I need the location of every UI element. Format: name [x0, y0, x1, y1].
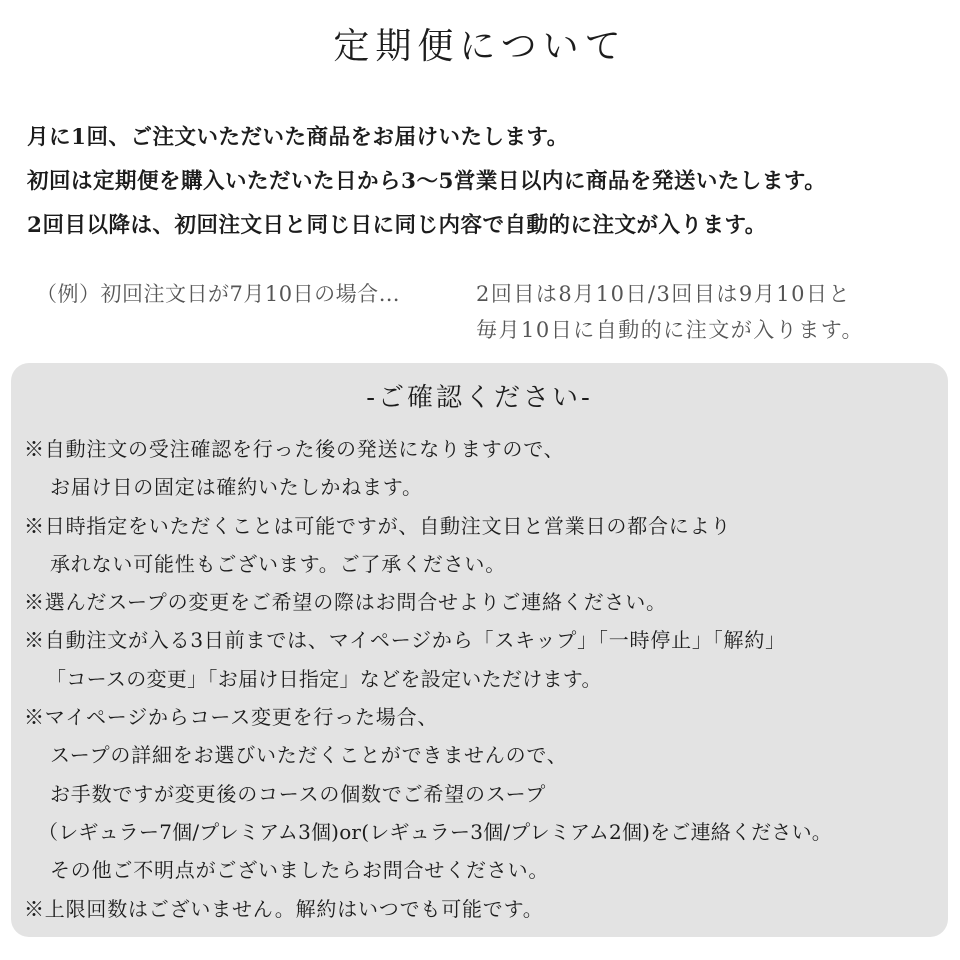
intro-line: 月に1回、ご注文いただいた商品をお届けいたします。	[27, 125, 569, 150]
notice-item-continuation: （レギュラー7個/プレミアム3個)or(レギュラー3個/プレミアム2個)をご連絡ください。	[38, 819, 832, 844]
example-text: 2回目は8月10日/3回目は9月10日と	[476, 282, 851, 306]
notice-item-continuation: 「コースの変更」「お届け日指定」などを設定いただけます。	[46, 666, 602, 691]
notice-item-continuation: その他ご不明点がございましたらお問合せください。	[50, 858, 550, 883]
notice-item: ※選んだスープの変更をご希望の際はお問合せよりご連絡ください。	[24, 590, 667, 615]
notice-item: ※上限回数はございません。解約はいつでも可能です。	[24, 896, 544, 921]
example-text: 毎月10日に自動的に注文が入ります。	[476, 318, 865, 342]
notice-item-continuation: スープの詳細をお選びいただくことができませんので、	[50, 743, 568, 768]
notice-item-continuation: お届け日の固定は確約いたしかねます。	[50, 475, 423, 500]
page-title: 定期便について	[333, 26, 627, 67]
intro-paragraph	[27, 116, 947, 248]
intro-line: 初回は定期便を購入いただいた日から3〜5営業日以内に商品を発送いたします。	[27, 169, 827, 194]
notice-item: ※自動注文が入る3日前までは、マイページから「スキップ」「一時停止」「解約」	[24, 628, 786, 653]
notice-heading: -ご確認ください-	[366, 383, 593, 413]
notice-item-continuation: お手数ですが変更後のコースの個数でご希望のスープ	[50, 781, 547, 806]
notice-item-continuation: 承れない可能性もございます。ご了承ください。	[50, 551, 506, 576]
notice-item: ※日時指定をいただくことは可能ですが、自動注文日と営業日の都合により	[24, 513, 732, 538]
example-block	[36, 276, 936, 348]
notice-item: ※自動注文の受注確認を行った後の発送になりますので、	[24, 437, 565, 461]
example-lead: （例）初回注文日が7月10日の場合…	[36, 282, 401, 306]
intro-line: 2回目以降は、初回注文日と同じ日に同じ内容で自動的に注文が入ります。	[27, 213, 767, 238]
notice-box	[11, 363, 948, 937]
notice-list	[24, 430, 944, 928]
notice-item: ※マイページからコース変更を行った場合、	[24, 705, 439, 730]
